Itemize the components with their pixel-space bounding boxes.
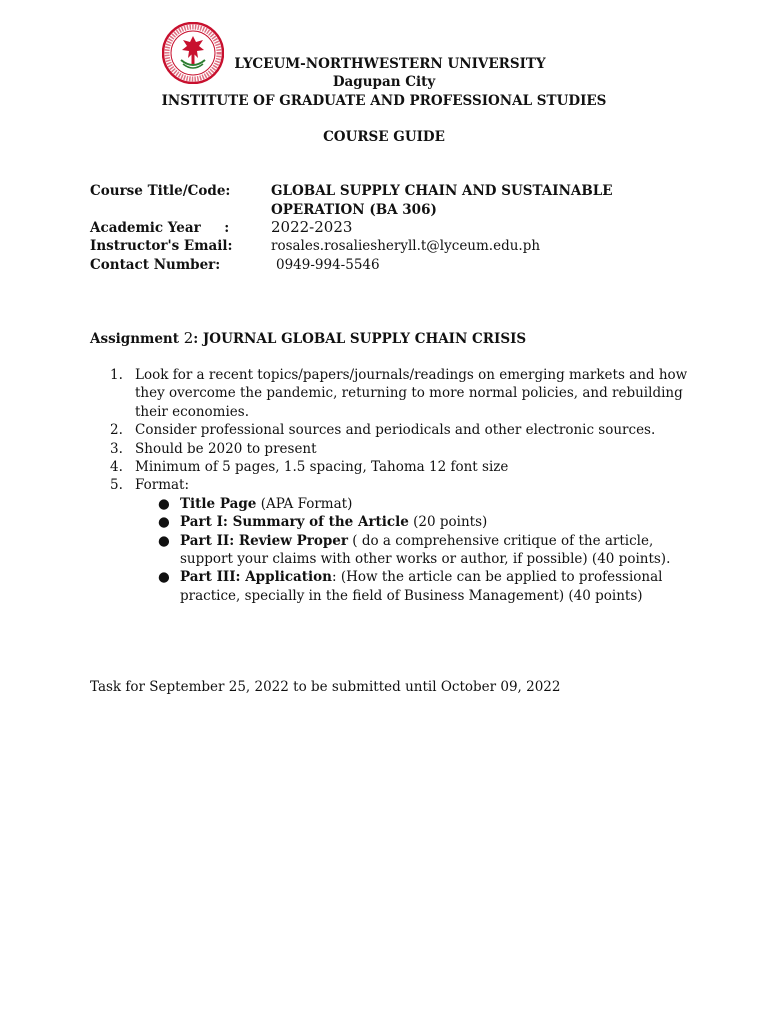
list-item <box>90 421 690 439</box>
item-number: 3. <box>110 440 123 457</box>
bullet-icon: ● <box>158 514 170 531</box>
course-title-label: Course Title/Code: <box>90 183 231 199</box>
item-text: Look for a recent topics/papers/journals/readings on emerging markets and how they overcome the pandemic, returning to more normal policies, and rebuilding their economies. <box>135 367 688 420</box>
format-item <box>90 513 690 531</box>
bullet-icon: ● <box>158 495 170 512</box>
list-item <box>90 476 690 494</box>
instructor-email-value: rosales.rosaliesheryll.t@lyceum.edu.ph <box>271 238 541 254</box>
document-title: COURSE GUIDE <box>323 129 445 145</box>
bullet-icon: ● <box>158 569 170 586</box>
format-list <box>90 495 690 605</box>
list-item <box>90 440 690 458</box>
item-number: 2. <box>110 422 123 439</box>
city-name: Dagupan City <box>332 74 436 90</box>
format-item-title: Title Page <box>180 495 257 512</box>
university-name: LYCEUM-NORTHWESTERN UNIVERSITY <box>234 56 546 72</box>
format-item-text: ( do a comprehensive critique of the article, support your claims with other works or author, if possible) (40 points). <box>180 532 671 568</box>
assignment-number: 2 <box>183 329 194 347</box>
format-item-title: Part III: Application <box>180 569 332 586</box>
format-item-title: Part II: Review Proper <box>180 532 348 549</box>
assignment-heading <box>90 329 526 347</box>
item-text: Format: <box>135 477 190 494</box>
academic-year-label: Academic Year : <box>90 220 230 236</box>
task-deadline: Task for September 25, 2022 to be submitted until October 09, 2022 <box>90 679 561 695</box>
list-item <box>90 458 690 476</box>
list-item <box>90 366 690 421</box>
format-item-title: Part I: Summary of the Article <box>180 514 409 531</box>
bullet-icon: ● <box>158 532 170 549</box>
assignment-title: : JOURNAL GLOBAL SUPPLY CHAIN CRISIS <box>193 331 527 347</box>
item-text: Consider professional sources and periodicals and other electronic sources. <box>135 422 656 439</box>
format-item <box>90 532 690 569</box>
instructor-email-label: Instructor's Email: <box>90 238 233 254</box>
format-item <box>90 495 690 513</box>
instructions-list <box>90 366 690 605</box>
assignment-prefix: Assignment <box>90 331 184 347</box>
format-item-text: : (How the article can be applied to professional practice, specially in the field of Business Management) (40 points) <box>180 569 663 604</box>
item-number: 5. <box>110 477 123 494</box>
format-item-text: (APA Format) <box>256 495 353 512</box>
item-number: 1. <box>110 367 123 383</box>
item-number: 4. <box>110 459 123 476</box>
item-text: Minimum of 5 pages, 1.5 spacing, Tahoma 12 font size <box>135 459 509 476</box>
course-title-line2: OPERATION (BA 306) <box>271 202 437 218</box>
format-item <box>90 568 690 605</box>
contact-number-label: Contact Number: <box>90 257 221 273</box>
institute-name: INSTITUTE OF GRADUATE AND PROFESSIONAL STUDIES <box>161 93 607 109</box>
contact-number-value: 0949-994-5546 <box>276 257 380 273</box>
academic-year-value: 2022-2023 <box>271 218 353 236</box>
item-text: Should be 2020 to present <box>135 440 317 457</box>
format-item-text: (20 points) <box>408 514 488 531</box>
course-title-line1: GLOBAL SUPPLY CHAIN AND SUSTAINABLE <box>271 183 613 199</box>
